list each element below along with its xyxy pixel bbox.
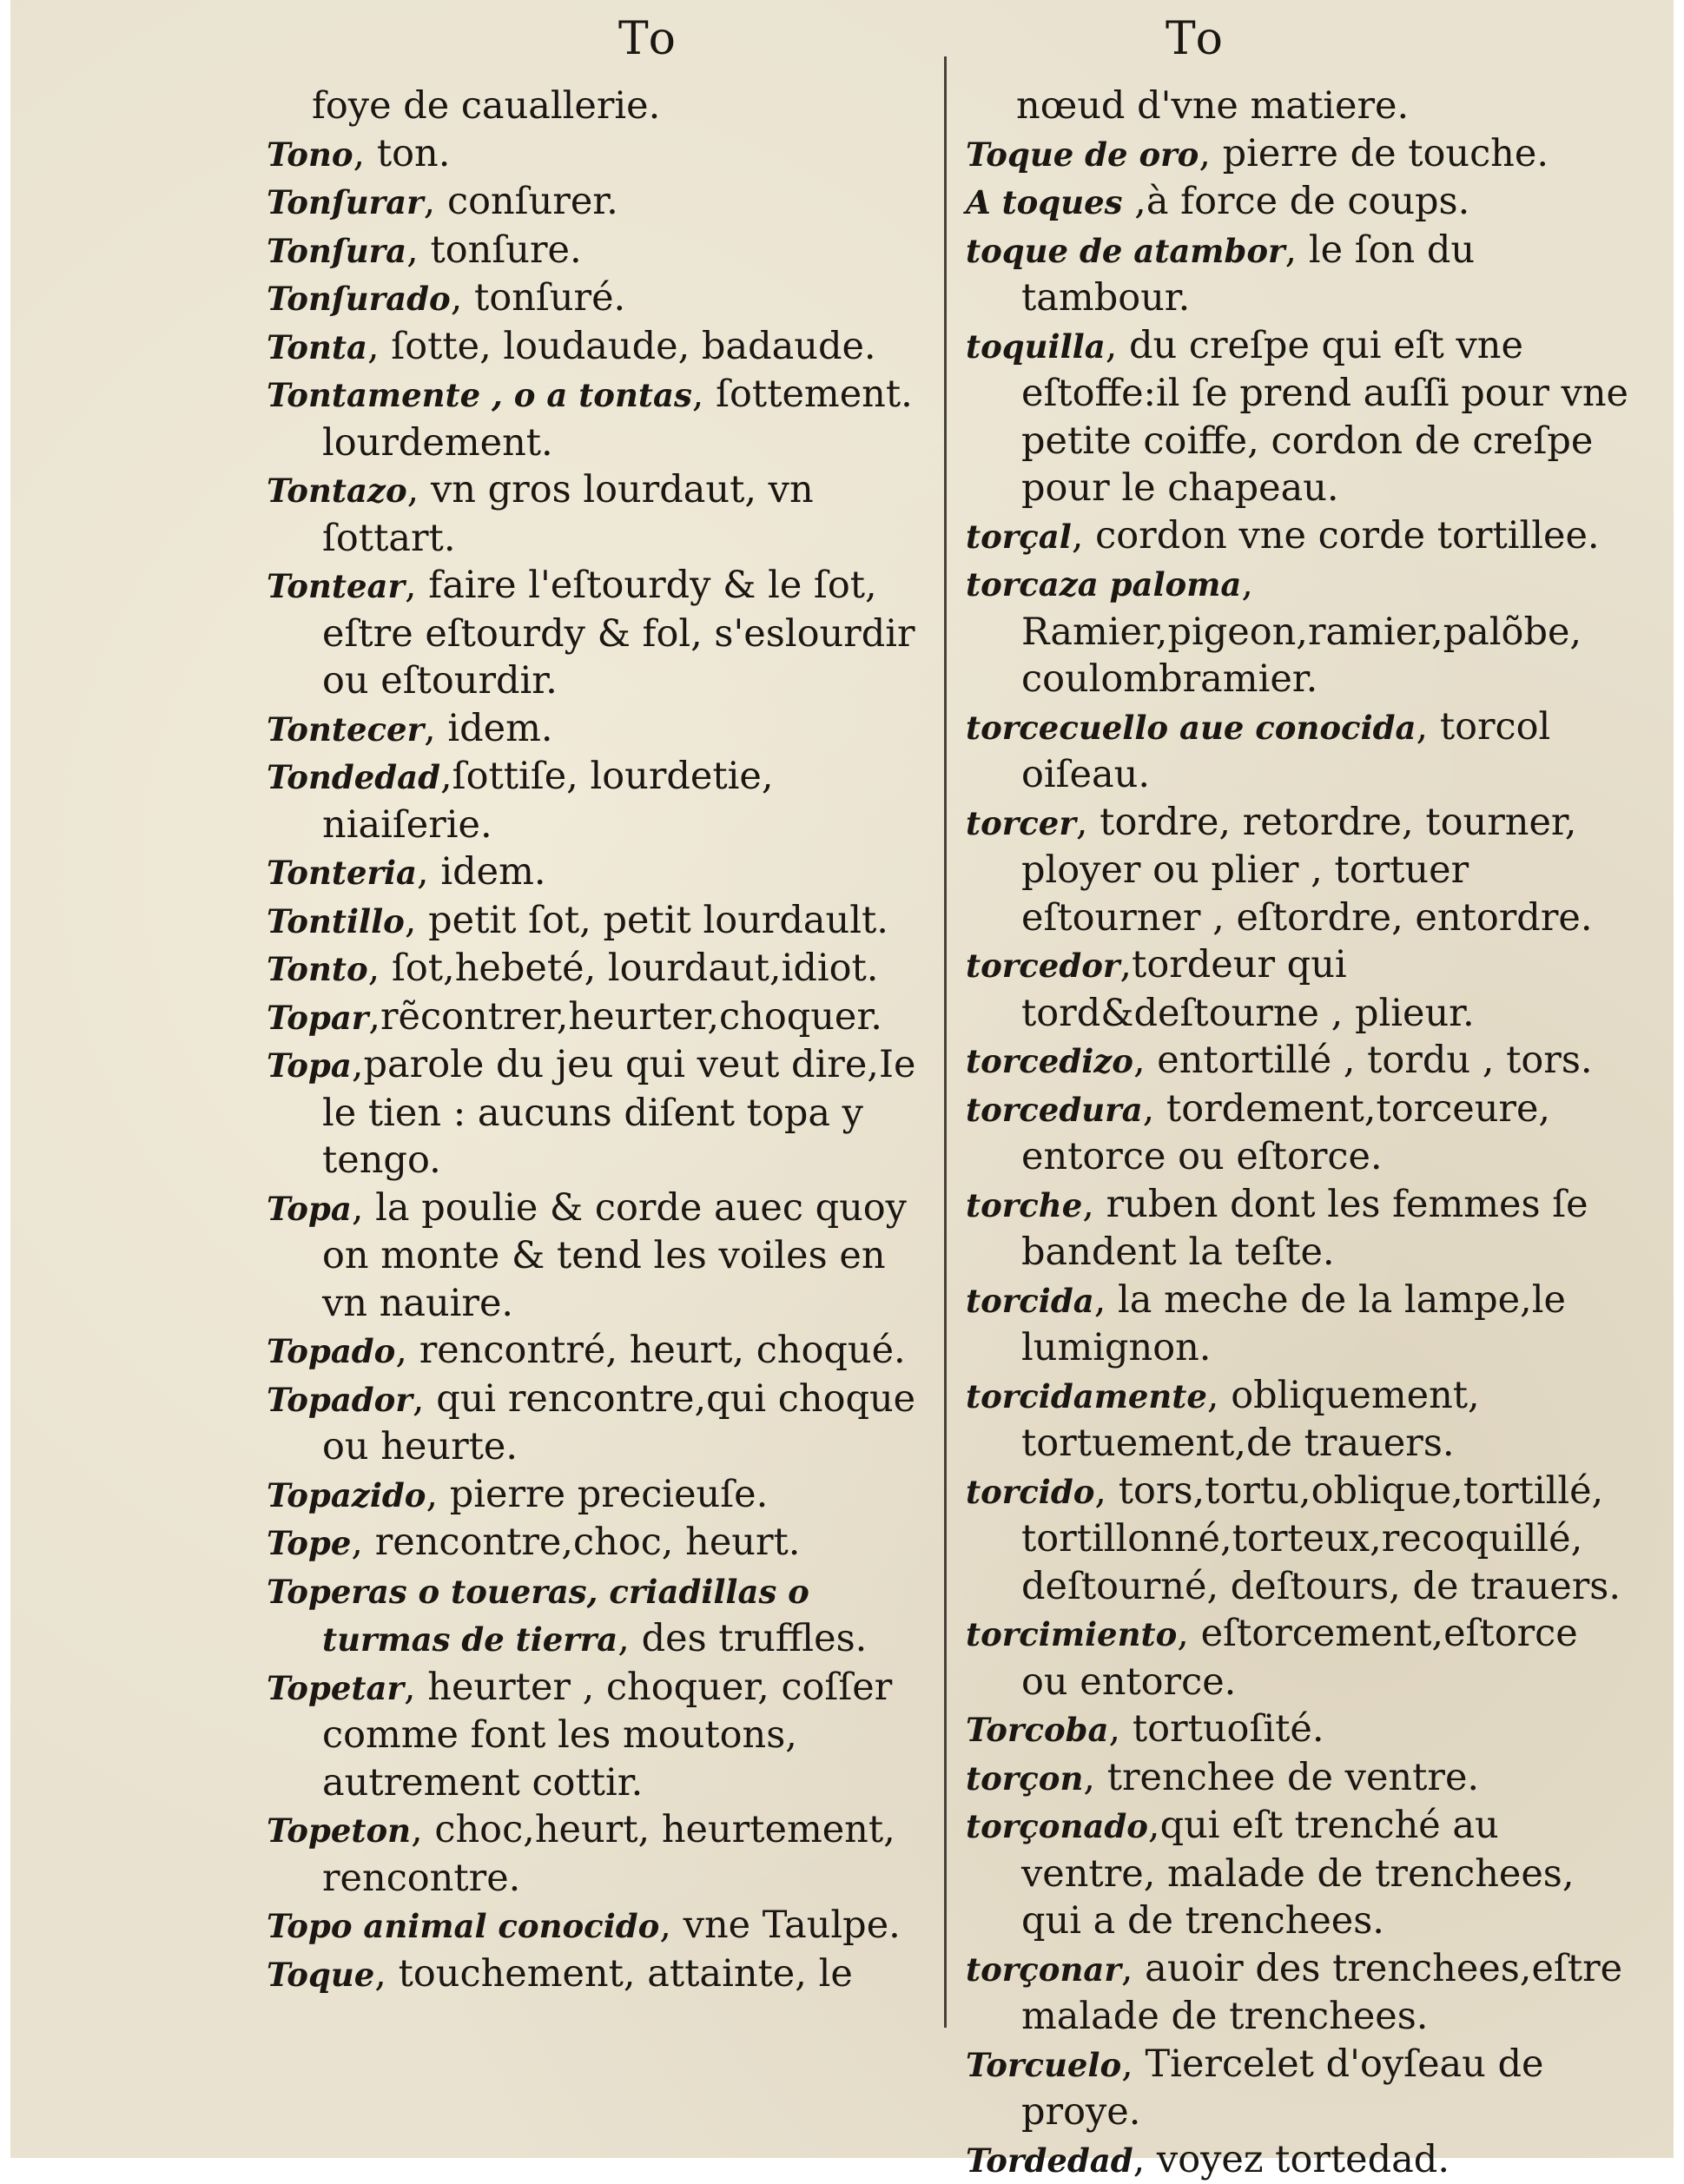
- entry-headword: Tontamente , o a tontas: [267, 376, 692, 414]
- entry-headword: Topo animal conocido: [267, 1907, 659, 1945]
- entry-headword: torçal: [966, 518, 1072, 556]
- entry-headword: Tonto: [267, 950, 368, 988]
- entry-definition: , ſottement. lourdement.: [322, 373, 913, 465]
- entry-definition: ,ſottiſe, lourdetie, niaiſerie.: [322, 755, 774, 847]
- entry-definition: foye de cauallerie.: [312, 84, 660, 128]
- entry-headword: Topa: [267, 1046, 352, 1085]
- right-running-header: To: [1166, 13, 1226, 65]
- entry-definition: ,tordeur qui tord&deſtourne , plieur.: [1021, 943, 1475, 1035]
- entry-definition: , ruben dont les femmes ſe bandent la teſte.: [1021, 1183, 1588, 1275]
- entry-headword: Topeton: [267, 1811, 411, 1850]
- entry-definition: , qui rencontre,qui choque ou heurte.: [322, 1377, 915, 1469]
- entry-headword: Topetar: [267, 1669, 404, 1707]
- entry-definition: , torcol oiſeau.: [1021, 705, 1550, 797]
- entry-headword: Tonſurar: [267, 183, 424, 221]
- entry-definition: , voyez tortedad.: [1133, 2138, 1450, 2181]
- dictionary-entry: [267, 1041, 935, 1184]
- dictionary-entry: [267, 705, 935, 754]
- entry-headword: Torcoba: [966, 1711, 1109, 1749]
- dictionary-entry: [966, 1945, 1634, 2041]
- dictionary-entry: [267, 1327, 935, 1376]
- entry-headword: Topazido: [267, 1476, 426, 1514]
- dictionary-entry: [966, 82, 1634, 130]
- dictionary-entry: [267, 993, 935, 1042]
- dictionary-entry: [966, 1610, 1634, 1706]
- dictionary-entry: [267, 323, 935, 372]
- entry-definition: , tors,tortu,oblique,tortillé, tortillonné,torteux,recoquillé, deſtourné, deſtours, de trauers.: [1021, 1469, 1621, 1608]
- entry-headword: Tonta: [267, 328, 367, 366]
- dictionary-entry: [267, 1806, 935, 1902]
- entry-headword: Tontear: [267, 567, 405, 605]
- entry-definition: , eſtorcement,eſtorce ou entorce.: [1021, 1612, 1578, 1704]
- entry-headword: Tonſurado: [267, 280, 451, 318]
- entry-headword: torche: [966, 1186, 1082, 1224]
- dictionary-entry: [267, 1664, 935, 1807]
- entry-definition: , vn gros lourdaut, vn ſottart.: [322, 468, 814, 560]
- dictionary-entry: [267, 897, 935, 946]
- entry-headword: toque de atambor: [966, 232, 1285, 270]
- entry-definition: , choc,heurt, heurtement, rencontre.: [322, 1808, 895, 1900]
- dictionary-entry: [966, 130, 1634, 179]
- entry-headword: torcaza paloma: [966, 565, 1241, 604]
- dictionary-entry: [267, 178, 935, 227]
- entry-headword: torcecuello aue conocida: [966, 709, 1417, 747]
- entry-definition: , ſot,hebeté, lourdaut,idiot.: [368, 947, 879, 990]
- dictionary-entry: [267, 1519, 935, 1567]
- dictionary-entry: [267, 1902, 935, 1950]
- dictionary-entry: [966, 799, 1634, 942]
- dictionary-entry: [966, 941, 1634, 1037]
- dictionary-entry: [267, 562, 935, 705]
- dictionary-entry: [966, 1754, 1634, 1803]
- entry-definition: ,qui eſt trenché au ventre, malade de trenchees, qui a de trenchees.: [1021, 1804, 1575, 1943]
- dictionary-entry: [966, 512, 1634, 561]
- entry-definition: ,rẽcontrer,heurter,choquer.: [368, 995, 882, 1039]
- dictionary-entry: [267, 227, 935, 275]
- entry-headword: Tonteria: [267, 854, 417, 892]
- entry-definition: , tordement,torceure, entorce ou eſtorce.: [1021, 1087, 1550, 1179]
- entry-definition: , cordon vne corde tortillee.: [1072, 514, 1600, 558]
- entry-headword: Tontecer: [267, 710, 424, 749]
- dictionary-entry: [966, 1468, 1634, 1611]
- dictionary-entry: [966, 1372, 1634, 1468]
- entry-definition: , tonſuré.: [451, 276, 625, 320]
- entry-definition: , pierre precieuſe.: [426, 1473, 768, 1516]
- dictionary-entry: [966, 2041, 1634, 2136]
- dictionary-entry: [267, 371, 935, 466]
- dictionary-entry: [267, 466, 935, 562]
- entry-definition: , pierre de touche.: [1199, 132, 1549, 175]
- entry-definition: , tordre, retordre, tourner, ployer ou plier , tortuer eſtourner , eſtordre, entordre.: [1021, 801, 1593, 940]
- dictionary-entry: [267, 1184, 935, 1328]
- dictionary-entry: [966, 1181, 1634, 1277]
- entry-definition: ,parole du jeu qui veut dire,Ie le tien : aucuns diſent topa y tengo.: [322, 1043, 915, 1182]
- entry-definition: , entortillé , tordu , tors.: [1133, 1039, 1593, 1082]
- dictionary-entry: [966, 227, 1634, 322]
- dictionary-entry: [267, 1471, 935, 1520]
- entry-headword: Tondedad: [267, 758, 440, 796]
- entry-headword: torcida: [966, 1282, 1094, 1320]
- dictionary-entry: [267, 848, 935, 897]
- dictionary-entry: [267, 1376, 935, 1471]
- dictionary-entry: [966, 703, 1634, 799]
- entry-definition: , conſurer.: [424, 180, 618, 223]
- entry-definition: , des truffles.: [617, 1617, 867, 1660]
- entry-headword: Tope: [267, 1524, 351, 1562]
- entry-headword: Tordedad: [966, 2141, 1133, 2180]
- left-column: [267, 82, 935, 1998]
- entry-headword: torcimiento: [966, 1615, 1177, 1653]
- entry-definition: , tonſure.: [406, 228, 581, 272]
- entry-headword: torcedura: [966, 1091, 1143, 1129]
- dictionary-entry: [966, 560, 1634, 703]
- entry-definition: , ſotte, loudaude, badaude.: [367, 325, 876, 368]
- entry-headword: A toques: [966, 183, 1123, 221]
- entry-headword: Tono: [267, 135, 353, 174]
- entry-definition: nœud d'vne matiere.: [1016, 84, 1409, 128]
- entry-definition: , la meche de la lampe,le lumignon.: [1021, 1278, 1566, 1370]
- entry-definition: , faire l'eſtourdy & le ſot, eſtre eſtourdy & fol, s'eslourdir ou eſtourdir.: [322, 564, 915, 703]
- entry-headword: Toque: [267, 1956, 374, 1994]
- entry-headword: toquilla: [966, 327, 1106, 366]
- dictionary-entry: [267, 1950, 935, 1999]
- entry-definition: ,à force de coups.: [1123, 180, 1470, 223]
- entry-headword: Torcuelo: [966, 2046, 1121, 2084]
- entry-definition: , vne Taulpe.: [659, 1904, 901, 1947]
- entry-headword: Toque de oro: [966, 135, 1199, 174]
- entry-headword: torcer: [966, 804, 1076, 842]
- dictionary-entry: [267, 753, 935, 848]
- dictionary-entry: [267, 1567, 935, 1664]
- dictionary-entry: [267, 82, 935, 130]
- entry-headword: Toperas o toueras, criadillas o turmas de tierra: [267, 1573, 809, 1659]
- entry-headword: Tontillo: [267, 902, 405, 940]
- dictionary-entry: [966, 1802, 1634, 1945]
- entry-headword: Tonſura: [267, 232, 406, 270]
- entry-definition: , le ſon du tambour.: [1021, 228, 1475, 320]
- entry-definition: , petit ſot, petit lourdault.: [405, 899, 888, 942]
- column-divider: [944, 56, 947, 2028]
- dictionary-entry: [966, 1085, 1634, 1181]
- entry-headword: torçonado: [966, 1807, 1148, 1845]
- dictionary-entry: [966, 1706, 1634, 1754]
- entry-headword: Topador: [267, 1381, 413, 1419]
- entry-definition: , ton.: [353, 132, 451, 175]
- entry-definition: , obliquement, tortuement,de trauers.: [1021, 1374, 1480, 1466]
- dictionary-entry: [966, 1277, 1634, 1372]
- entry-definition: , rencontre,choc, heurt.: [351, 1521, 800, 1564]
- entry-definition: , touchement, attainte, le: [374, 1952, 853, 1996]
- entry-headword: torçonar: [966, 1950, 1121, 1989]
- right-column: [966, 82, 1634, 2184]
- entry-definition: , idem.: [417, 850, 546, 894]
- entry-headword: Topar: [267, 999, 368, 1037]
- entry-definition: , rencontré, heurt, choqué.: [395, 1329, 905, 1372]
- entry-definition: , tortuoſité.: [1109, 1707, 1324, 1751]
- left-running-header: To: [618, 13, 679, 65]
- entry-definition: , Ramier,pigeon,ramier,palõbe, coulombramier.: [1021, 562, 1582, 701]
- dictionary-entry: [267, 274, 935, 323]
- entry-headword: torcedor: [966, 947, 1119, 985]
- entry-definition: , auoir des trenchees,eſtre malade de trenchees.: [1021, 1947, 1622, 2039]
- entry-definition: , du creſpe qui eſt vne eſtoffe:il ſe prend auſſi pour vne petite coiffe, cordon de creſpe pour le chapeau.: [1021, 324, 1628, 511]
- dictionary-entry: [966, 1037, 1634, 1085]
- entry-headword: torcidamente: [966, 1377, 1207, 1415]
- entry-definition: , trenchee de ventre.: [1083, 1756, 1479, 1799]
- entry-definition: , idem.: [424, 707, 553, 750]
- dictionary-entry: [267, 945, 935, 993]
- entry-definition: , la poulie & corde auec quoy on monte & tend les voiles en vn nauire.: [322, 1186, 907, 1325]
- dictionary-page: [10, 0, 1674, 2158]
- entry-headword: torcedizo: [966, 1042, 1133, 1080]
- dictionary-entry: [267, 130, 935, 179]
- dictionary-entry: [966, 322, 1634, 512]
- dictionary-entry: [966, 178, 1634, 227]
- entry-headword: Tontazo: [267, 472, 407, 510]
- entry-headword: torcido: [966, 1473, 1094, 1511]
- entry-headword: Topa: [267, 1190, 352, 1228]
- entry-headword: torçon: [966, 1759, 1083, 1798]
- entry-definition: , heurter , choquer, coſſer comme font les moutons, autrement cottir.: [322, 1666, 892, 1805]
- dictionary-entry: [966, 2136, 1634, 2184]
- entry-definition: , Tiercelet d'oyſeau de proye.: [1021, 2042, 1543, 2135]
- entry-headword: Topado: [267, 1332, 395, 1370]
